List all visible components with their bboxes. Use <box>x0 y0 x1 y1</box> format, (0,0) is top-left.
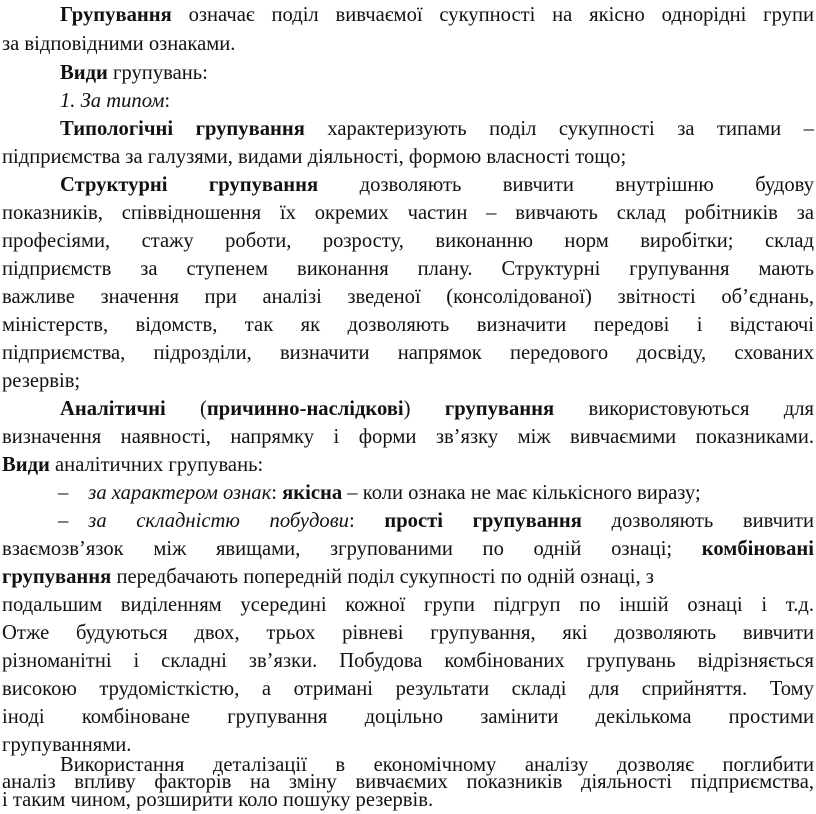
text: групуваннями. <box>2 734 132 756</box>
text: : <box>348 510 385 532</box>
text: : <box>164 90 171 112</box>
text: ( <box>165 398 207 420</box>
paragraph-line <box>2 535 814 563</box>
paragraph-line <box>2 283 814 311</box>
paragraph-line <box>60 171 814 199</box>
text: підприємств за ступенем виконання плану. Структурні групування мають <box>2 258 814 280</box>
text: характеризують поділ сукупності за типами – <box>304 118 814 140</box>
text: показників, співвідношення їх окремих частин – вивчають склад робітників за <box>2 202 814 224</box>
text: високою трудомісткістю, а отримані результати складі для сприйняття. Тому <box>2 678 814 700</box>
paragraph-line <box>2 591 814 619</box>
paragraph-line <box>2 339 814 367</box>
text: іноді комбіноване групування доцільно замінити декількома простими <box>2 706 814 728</box>
paragraph-line <box>2 30 814 58</box>
text: – коли ознака не має кількісного виразу; <box>342 482 701 504</box>
text: аналіз впливу факторів на зміну вивчаємих показників діяльності підприємства, <box>2 771 814 794</box>
paragraph-line <box>2 423 814 451</box>
text: важливе значення при аналізі зведеної (консолідованої) звітності об’єднань, <box>2 286 814 308</box>
bold-term: прості групування <box>384 510 582 532</box>
paragraph-line <box>60 395 814 423</box>
paragraph-line <box>2 451 814 479</box>
paragraph-line <box>2 199 814 227</box>
bold-term: групування <box>444 398 555 420</box>
text: Отже будуються двох, трьох рівневі групування, які дозволяють вивчити <box>2 622 814 644</box>
text: використовуються для <box>554 398 814 420</box>
bold-term: причинно-наслідкові <box>206 398 404 420</box>
text: взаємозв’язок між явищами, згрупованими по одній ознаці; <box>2 538 702 560</box>
bold-term: Структурні групування <box>60 174 319 196</box>
paragraph-line <box>2 227 814 255</box>
text: міністерств, відомств, так як дозволяють визначити передові і відстаючі <box>2 314 814 336</box>
paragraph-line <box>2 255 814 283</box>
paragraph-line <box>2 143 814 171</box>
bold-term: Групування <box>60 4 172 26</box>
paragraph-line <box>2 703 814 731</box>
bold-term: якісна <box>282 482 343 504</box>
text: означає поділ вивчаємої сукупності на якісно однорідні групи <box>171 4 814 26</box>
paragraph-line <box>2 311 814 339</box>
text: резервів; <box>2 370 81 392</box>
bold-term: Види <box>60 62 108 84</box>
bold-term: групування <box>2 566 112 588</box>
text: : <box>271 482 283 504</box>
list-item <box>58 507 814 535</box>
text: і таким чином, розширити коло пошуку резервів. <box>2 789 434 811</box>
paragraph-line <box>60 59 814 87</box>
paragraph-line <box>2 786 814 814</box>
bold-term: комбіновані <box>701 538 814 560</box>
italic-heading: 1. За типом <box>60 90 165 112</box>
text: підприємства, підрозділи, визначити напрямок передового досвіду, схованих <box>2 342 814 364</box>
text: подальшим виділенням усередині кожної групи підгруп по іншій ознаці і т.д. <box>2 594 814 616</box>
paragraph-line <box>60 115 814 143</box>
paragraph-line <box>2 619 814 647</box>
text: дозволяють вивчити внутрішню будову <box>318 174 814 196</box>
dash-marker: – <box>58 510 69 532</box>
text: Використання деталізації в економічному аналізу дозволяє поглибити <box>60 753 814 776</box>
text: різноманітні і складні зв’язки. Побудова комбінованих групувань відрізняється <box>2 650 814 672</box>
text: визначення наявності, напрямку і форми зв’язку між вивчаємими показниками. <box>2 426 814 448</box>
text: підприємства за галузями, видами діяльності, формою власності тощо; <box>2 146 627 168</box>
bold-term: Аналітичні <box>60 398 166 420</box>
italic-term: за складністю побудови <box>88 510 349 532</box>
paragraph-line <box>60 1 814 29</box>
bold-term: Типологічні групування <box>60 118 305 140</box>
text: за відповідними ознаками. <box>2 33 236 55</box>
paragraph-line <box>2 563 814 591</box>
text: дозволяють вивчити <box>581 510 815 532</box>
bold-term: Види <box>2 454 50 476</box>
dash-marker: – <box>58 482 69 504</box>
text: передбачають попередній поділ сукупності по одній ознаці, з <box>111 566 654 588</box>
text: ) <box>403 398 445 420</box>
italic-term: за характером ознак <box>88 482 272 504</box>
paragraph-line <box>2 675 814 703</box>
text: професіями, стажу роботи, розросту, виконанню норм виробітки; склад <box>2 230 814 252</box>
paragraph-line <box>2 647 814 675</box>
list-item <box>58 479 814 507</box>
text: групувань: <box>107 62 208 84</box>
paragraph-line <box>2 367 814 395</box>
paragraph-line <box>60 87 814 115</box>
text: аналітичних групувань: <box>49 454 264 476</box>
